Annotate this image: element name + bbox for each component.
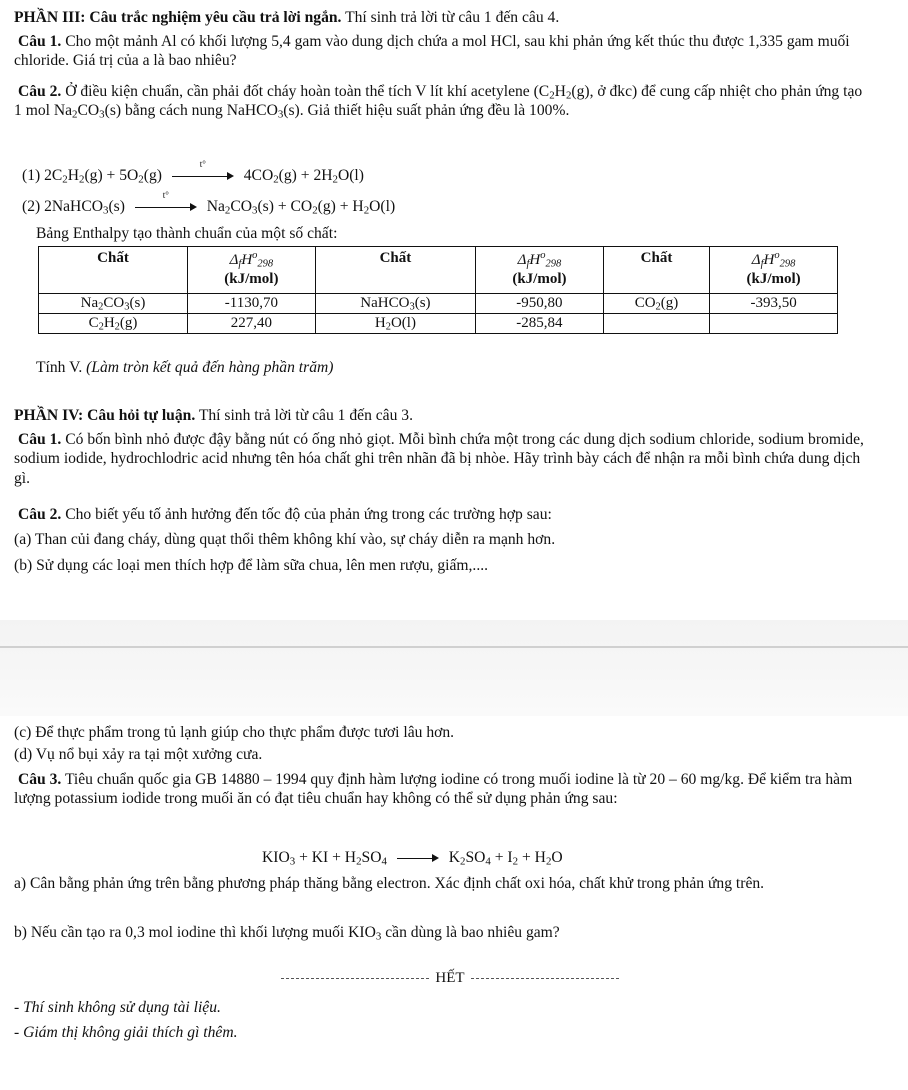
eq1-mid4: (g) + 2H <box>278 167 333 184</box>
header-unit: (kJ/mol) <box>224 270 279 287</box>
part4-q2-c: (c) Để thực phẩm trong tủ lạnh giúp cho thực phẩm được tươi lâu hơn. <box>14 724 455 741</box>
footer-note-2: - Giám thị không giải thích gì thêm. <box>14 1024 238 1042</box>
eq2-mid5: (g) + H <box>317 198 364 215</box>
part4-q3-a-text: a) Cân bằng phản ứng trên bằng phương pháp thăng bằng electron. Xác định chất oxi hóa, chất khử trong phản ứng trên. <box>14 875 765 892</box>
part4-q2-label: Câu 2. <box>18 506 62 523</box>
header-enthalpy-symbol: $\Delta_fH^o_{298}$ <box>517 250 562 270</box>
enthalpy-table <box>38 246 838 334</box>
header-substance-text: Chất <box>640 250 673 266</box>
eq1-mid1: (g) + 5O <box>84 167 139 184</box>
header-substance <box>603 247 709 294</box>
equation-3: $KIO_3$ + KI + $H_2SO_4$ $K_2SO_4 + I_2 + H_2O$ <box>262 849 563 868</box>
footer-note-1: - Thí sinh không sử dụng tài liệu. <box>14 999 221 1016</box>
calc-text: Tính V. <box>36 359 87 376</box>
footer-notes <box>14 998 866 1043</box>
part4-q2-b: (b) Sử dụng các loại men thích hợp để làm sữa chua, lên men rượu, giấm,.... <box>14 556 489 574</box>
part4-q2-text: Cho biết yếu tố ảnh hưởng đến tốc độ của phản ứng trong các trường hợp sau: <box>61 506 552 523</box>
header-substance <box>39 247 188 294</box>
part4-q1-label: Câu 1. <box>18 431 62 448</box>
table-row <box>39 294 838 314</box>
end-text: HẾT <box>435 970 465 986</box>
eq1-mid3: 4CO <box>243 167 274 184</box>
part4-question-3 <box>14 770 866 809</box>
part3-question-2: Câu 2. Ở điều kiện chuẩn, cần phải đốt cháy hoàn toàn thể tích V lít khí acetylene ($C_2H_2(g)$, ở đkc) để cung cấp nhiệt cho phản ứng tạo 1 mol $Na_2CO_3(s)$ bằng cách nung NaHCO$_3$(s). Giả thiết hiệu suất phản ứng đều là 100%. <box>14 83 863 122</box>
part4-heading: PHẦN IV: Câu hỏi tự luận. <box>14 407 196 424</box>
table-row <box>39 314 838 334</box>
table-cell: -393,50 <box>710 294 838 314</box>
part3-q2-label: Câu 2. <box>18 83 62 100</box>
table-caption-text: Bảng Enthalpy tạo thành chuẩn của một số chất: <box>36 225 338 242</box>
part4-question-2 <box>14 505 866 575</box>
header-enthalpy <box>710 247 838 294</box>
part4-q2-a: (a) Than củi đang cháy, dùng quạt thổi thêm không khí vào, sự cháy diễn ra mạnh hơn. <box>14 531 556 549</box>
header-unit: (kJ/mol) <box>746 270 801 287</box>
part3-question-1 <box>14 32 866 71</box>
part4-heading-line <box>14 406 866 425</box>
header-enthalpy-symbol: $\Delta_fH^o_{298}$ <box>229 250 274 270</box>
page-divider <box>0 646 908 648</box>
reaction-arrow <box>172 159 234 183</box>
table-cell <box>603 314 709 334</box>
part3-heading-line <box>14 8 866 27</box>
part3-q2-text-b: (g), ở đkc) để cung cấp nhiệt cho phản ứng tạo 1 mol Na <box>14 83 863 120</box>
table-cell <box>710 314 838 334</box>
table-cell: $CO_2(g)$ <box>603 294 709 314</box>
table-caption <box>36 224 866 243</box>
arrow-label: t° <box>162 190 169 201</box>
page-gap <box>0 620 908 716</box>
reaction-arrow <box>135 190 197 214</box>
header-enthalpy <box>476 247 604 294</box>
header-unit: (kJ/mol) <box>512 270 567 287</box>
equation-2: (2) 2NaHCO$_3$(s) t° $Na_2CO_3(s) + CO_2(g) + H_2O(l)$ <box>22 190 396 217</box>
header-substance <box>315 247 475 294</box>
header-enthalpy-symbol: $\Delta_fH^o_{298}$ <box>751 250 796 270</box>
eq2-mid3: CO <box>230 198 253 215</box>
part4-q3-b-text-b: cần dùng là bao nhiêu gam? <box>381 924 560 941</box>
eq2-mid1: (s) <box>108 198 125 215</box>
header-substance-text: Chất <box>97 250 129 266</box>
eq1-prefix: (1) 2C <box>22 167 63 184</box>
part3-calc <box>36 358 866 377</box>
part3-q2-text-d: (s). Giả thiết hiệu suất phản ứng đều là 100%. <box>283 102 570 120</box>
table-cell: -950,80 <box>476 294 604 314</box>
part3-q2-text-a: Ở điều kiện chuẩn, cần phải đốt cháy hoàn toàn thể tích V lít khí acetylene (C <box>61 83 550 100</box>
part4-q3-label: Câu 3. <box>18 771 62 788</box>
part4-q2-d: (d) Vụ nổ bụi xảy ra tại một xưởng cưa. <box>14 746 263 764</box>
eq2-mid2: Na <box>206 198 225 215</box>
eq1-mid2: (g) <box>143 167 162 184</box>
part3-heading: PHẦN III: Câu trắc nghiệm yêu cầu trả lời ngắn. <box>14 9 342 26</box>
part4-intro: Thí sinh trả lời từ câu 1 đến câu 3. <box>195 407 413 424</box>
header-substance-text: Chất <box>379 250 412 266</box>
eq1-suffix: O(l) <box>337 167 364 184</box>
part4-q3-b-text-a: b) Nếu cần tạo ra 0,3 mol iodine thì khối lượng muối KIO <box>14 924 376 941</box>
part4-q1-text: Có bốn bình nhỏ được đậy bằng nút có ống nhỏ giọt. Mỗi bình chứa một trong các dung dịch sodium chloride, sodium bromide, sodium iodide, hydrochlodric acid nhưng tên hóa chất ghi trên nhãn đã bị nhòe. Hãy trình bày cách để nhận ra mỗi bình chứa dung dịch gì. <box>14 431 864 487</box>
table-cell: $H_2O(l)$ <box>315 314 475 334</box>
part3-q2-text-c: (s) bằng cách nung NaHCO <box>104 102 278 120</box>
table-cell: -1130,70 <box>188 294 316 314</box>
table-cell: NaHCO$_3$(s) <box>315 294 475 314</box>
part4-q3-b: b) Nếu cần tạo ra 0,3 mol iodine thì khối lượng muối $KIO_3$ cần dùng là bao nhiêu gam? <box>14 924 560 943</box>
table-cell: -285,84 <box>476 314 604 334</box>
part4-question-2-cont <box>14 723 866 765</box>
calc-note: (Làm tròn kết quả đến hàng phần trăm) <box>86 359 334 376</box>
end-marker <box>270 969 630 988</box>
table-cell: $C_2H_2(g)$ <box>39 314 188 334</box>
table-cell: 227,40 <box>188 314 316 334</box>
table-header-row <box>39 247 838 294</box>
eq2-mid4: (s) + CO <box>257 198 313 215</box>
eq2-suffix: O(l) <box>369 198 396 215</box>
part4-question-1 <box>14 430 866 488</box>
table-cell: $Na_2CO_3(s)$ <box>39 294 188 314</box>
reaction-arrow <box>397 851 439 865</box>
header-enthalpy <box>188 247 316 294</box>
dash-line <box>471 978 619 979</box>
part3-intro: Thí sinh trả lời từ câu 1 đến câu 4. <box>341 9 560 26</box>
part3-q1-text: Cho một mảnh Al có khối lượng 5,4 gam vào dung dịch chứa a mol HCl, sau khi phản ứng kết thúc thu được 1,335 gam muối chloride. Giá trị của a là bao nhiêu? <box>14 33 850 70</box>
equation-1: (1) $2C_2H_2(g) + 5O_2(g)$ t° $4CO_2(g) + 2H_2O(l)$ <box>22 159 364 186</box>
dash-line <box>281 978 429 979</box>
arrow-label: t° <box>199 159 206 170</box>
part3-q1-label: Câu 1. <box>18 33 62 50</box>
eq2-prefix: (2) 2NaHCO <box>22 198 103 215</box>
part4-q3-text: Tiêu chuẩn quốc gia GB 14880 – 1994 quy định hàm lượng iodine có trong muối iodine là từ 20 – 60 mg/kg. Để kiểm tra hàm lượng potassium iodide trong muối ăn có đạt tiêu chuẩn hay không có thể sử dụng phản ứng sau: <box>14 771 853 808</box>
part4-q3-a <box>14 874 866 893</box>
